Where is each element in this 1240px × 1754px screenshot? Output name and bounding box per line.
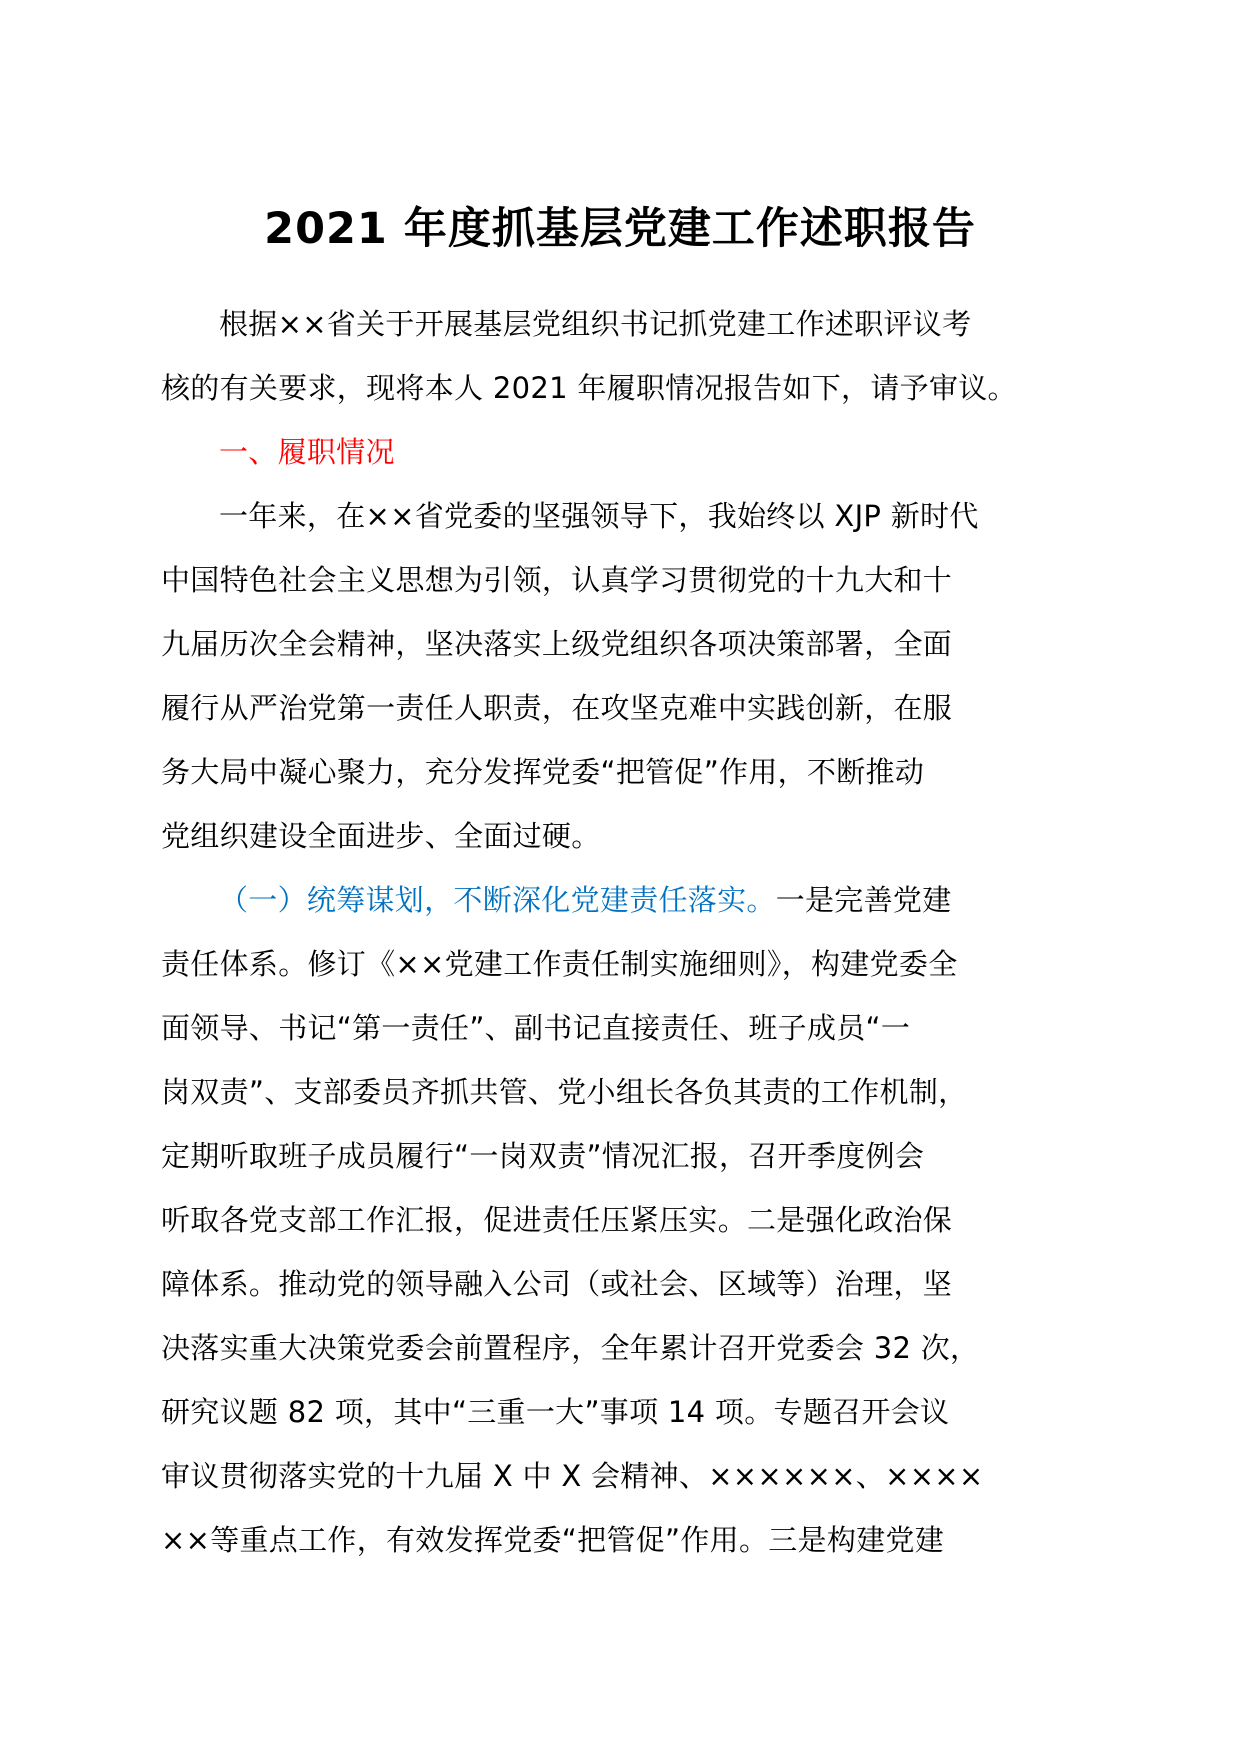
paragraph1-line-3: 九届历次全会精神，坚决落实上级党组织各项决策部署，全面 [161,627,953,661]
paragraph1-line-2: 中国特色社会主义思想为引领，认真学习贯彻党的十九大和十 [161,563,953,597]
intro-line-1: 根据××省关于开展基层党组织书记抓党建工作述职评议考 [219,307,972,341]
document-title: 2021 年度抓基层党建工作述职报告 [264,204,976,254]
paragraph2-first-tail: 一是完善党建 [775,883,952,917]
paragraph2-line-7: 障体系。推动党的领导融入公司（或社会、区域等）治理，坚 [161,1267,953,1301]
paragraph2-line-11: ××等重点工作，有效发挥党委“把管促”作用。三是构建党建 [161,1523,945,1557]
paragraph1-line-5: 务大局中凝心聚力，充分发挥党委“把管促”作用，不断推动 [161,755,925,789]
paragraph2-line-2: 责任体系。修订《××党建工作责任制实施细则》，构建党委全 [161,947,958,981]
paragraph2-line-4: 岗双责”、支部委员齐抓共管、党小组长各负其责的工作机制， [161,1075,968,1109]
paragraph2-line-10: 审议贯彻落实党的十九届 X 中 X 会精神、××××××、×××× [161,1459,984,1493]
subsection-heading-planning: （一）统筹谋划，不断深化党建责任落实。 [219,883,776,917]
paragraph2-line-8: 决落实重大决策党委会前置程序，全年累计召开党委会 32 次， [161,1331,980,1365]
paragraph1-line-1: 一年来，在××省党委的坚强领导下，我始终以 XJP 新时代 [219,499,979,533]
paragraph2-line-3: 面领导、书记“第一责任”、副书记直接责任、班子成员“一 [161,1011,911,1045]
paragraph2-line-1 [161,868,1111,932]
paragraph1-line-4: 履行从严治党第一责任人职责，在攻坚克难中实践创新，在服 [161,691,953,725]
paragraph2-line-5: 定期听取班子成员履行“一岗双责”情况汇报，召开季度例会 [161,1139,925,1173]
paragraph1-line-6: 党组织建设全面进步、全面过硬。 [161,819,601,853]
intro-line-2: 核的有关要求，现将本人 2021 年履职情况报告如下，请予审议。 [161,371,1017,405]
document-body [161,292,1111,1572]
section-heading-performance: 一、履职情况 [219,435,395,469]
paragraph2-line-6: 听取各党支部工作汇报，促进责任压紧压实。二是强化政治保 [161,1203,953,1237]
paragraph2-line-9: 研究议题 82 项，其中“三重一大”事项 14 项。专题召开会议 [161,1395,950,1429]
